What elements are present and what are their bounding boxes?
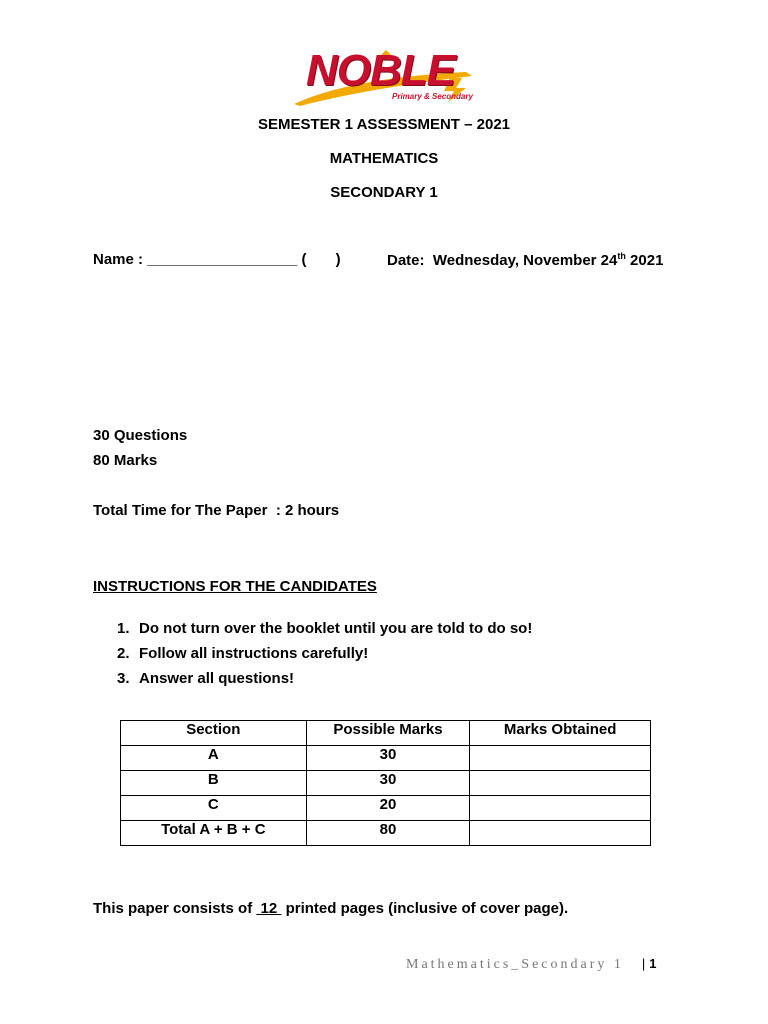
header-marks-obtained: Marks Obtained bbox=[470, 721, 651, 746]
instruction-item: 1. Do not turn over the booklet until you are told to do so! bbox=[117, 620, 533, 637]
assessment-title: SEMESTER 1 ASSESSMENT – 2021 bbox=[257, 116, 511, 133]
total-marks: 80 Marks bbox=[93, 452, 158, 469]
date-text: Date: Wednesday, November 24 bbox=[387, 252, 618, 269]
cell-obtained bbox=[470, 771, 651, 796]
logo-wordmark: NOBLE bbox=[306, 46, 455, 95]
date-field bbox=[387, 251, 663, 269]
name-field: Name : __________________ ( ) bbox=[93, 251, 341, 268]
header-section: Section bbox=[121, 721, 307, 746]
table-row bbox=[121, 771, 651, 796]
cell-section: C bbox=[121, 796, 307, 821]
table-row bbox=[121, 796, 651, 821]
cell-possible: 80 bbox=[306, 821, 470, 846]
instructions-title: INSTRUCTIONS FOR THE CANDIDATES bbox=[93, 578, 377, 595]
pages-note: This paper consists of 12 printed pages (inclusive of cover page). bbox=[93, 900, 569, 917]
table-row bbox=[121, 821, 651, 846]
date-year: 2021 bbox=[625, 252, 664, 269]
page-number: 1 bbox=[649, 956, 657, 971]
footer-text: Mathematics_Secondary 1 bbox=[406, 957, 624, 972]
instruction-item: 2. Follow all instructions carefully! bbox=[117, 645, 369, 662]
logo-tagline: Primary & Secondary bbox=[392, 92, 473, 101]
header-possible-marks: Possible Marks bbox=[306, 721, 470, 746]
page-count: 12 bbox=[256, 900, 282, 917]
footer-separator: | bbox=[641, 956, 646, 971]
cell-possible: 30 bbox=[306, 746, 470, 771]
instruction-item: 3. Answer all questions! bbox=[117, 670, 295, 687]
cell-obtained bbox=[470, 746, 651, 771]
question-count: 30 Questions bbox=[93, 427, 188, 444]
school-logo bbox=[290, 44, 482, 110]
table-row bbox=[121, 746, 651, 771]
cell-possible: 20 bbox=[306, 796, 470, 821]
cell-possible: 30 bbox=[306, 771, 470, 796]
cell-section: Total A + B + C bbox=[121, 821, 307, 846]
date-suffix: th bbox=[617, 251, 626, 261]
level-title: SECONDARY 1 bbox=[330, 184, 438, 201]
marks-table bbox=[120, 720, 651, 846]
subject-title: MATHEMATICS bbox=[329, 150, 439, 167]
footer bbox=[406, 956, 657, 973]
total-time: Total Time for The Paper : 2 hours bbox=[93, 502, 340, 519]
table-header-row bbox=[121, 721, 651, 746]
cell-obtained bbox=[470, 821, 651, 846]
cell-section: B bbox=[121, 771, 307, 796]
cell-obtained bbox=[470, 796, 651, 821]
cell-section: A bbox=[121, 746, 307, 771]
